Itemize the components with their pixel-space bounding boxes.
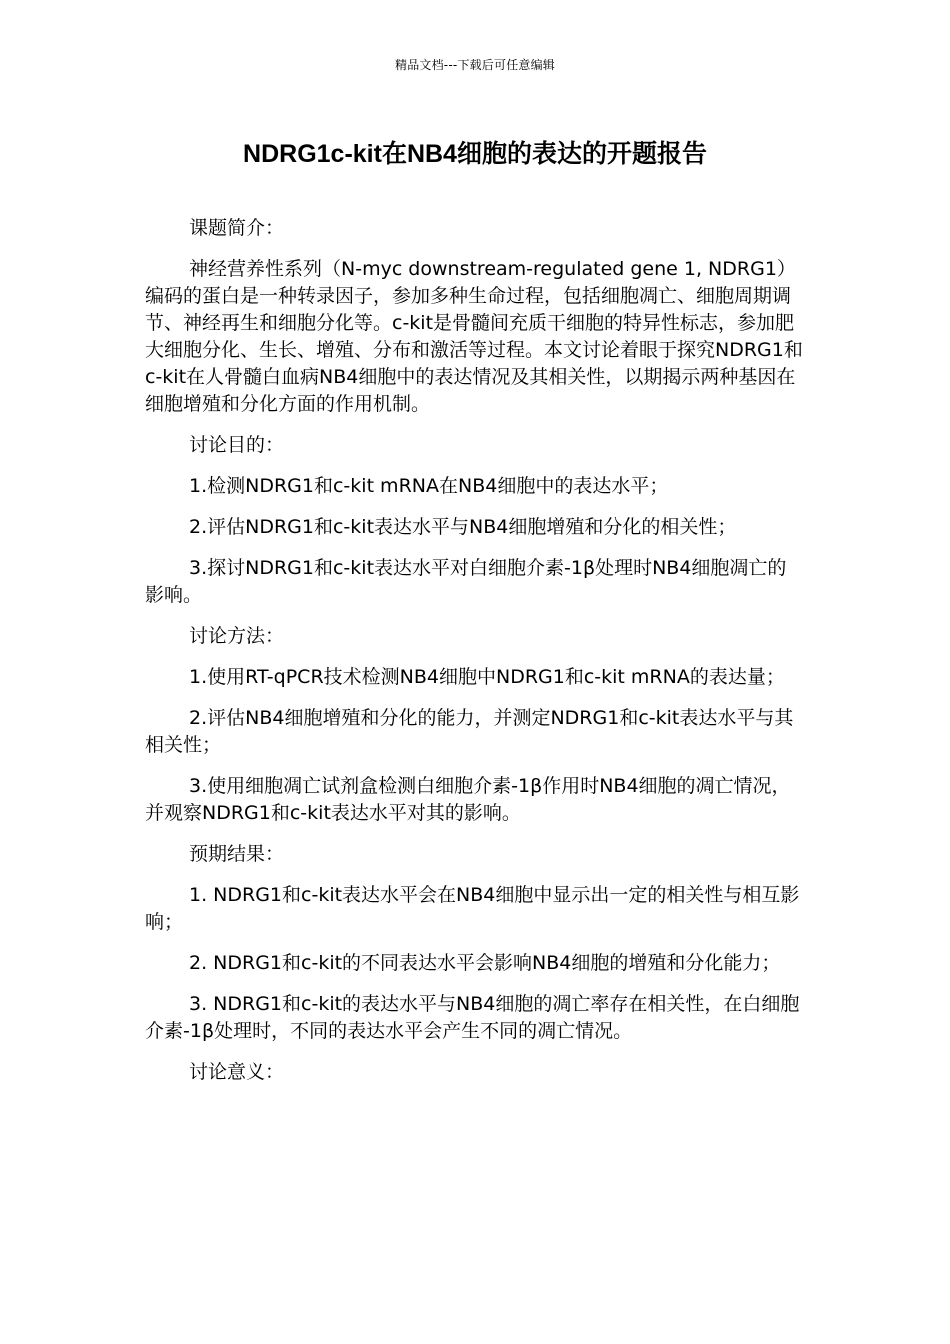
objective-item-2: 2.评估NDRG1和c-kit表达水平与NB4细胞增殖和分化的相关性； <box>189 516 737 538</box>
document-body <box>145 215 805 1100</box>
paragraph-intro: 神经营养性系列（N-myc downstream-regulated gene 1, NDRG1）编码的蛋白是一种转录因子，参加多种生命过程，包括细胞凋亡、细胞周期调节、神经再生和细胞分化等。c-kit是骨髓间充质干细胞的特异性标志，参加肥大细胞分化、生长、增殖、分布和激活等过程。本文讨论着眼于探究NDRG1和c-kit在人骨髓白血病NB4细胞中的表达情况及其相关性，以期揭示两种基因在细胞增殖和分化方面的作用机制。 <box>145 258 803 415</box>
section-heading-objectives: 讨论目的： <box>189 434 285 456</box>
section-heading-intro: 课题简介： <box>189 217 285 239</box>
result-item-3: 3. NDRG1和c-kit的表达水平与NB4细胞的凋亡率存在相关性，在白细胞介素-1β处理时，不同的表达水平会产生不同的凋亡情况。 <box>145 993 800 1042</box>
objective-item-1: 1.检测NDRG1和c-kit mRNA在NB4细胞中的表达水平； <box>189 475 669 497</box>
result-item-2: 2. NDRG1和c-kit的不同表达水平会影响NB4细胞的增殖和分化能力； <box>189 952 781 974</box>
section-heading-significance: 讨论意义： <box>189 1061 285 1083</box>
section-heading-methods: 讨论方法： <box>189 625 285 647</box>
document-title: NDRG1c-kit在NB4细胞的表达的开题报告 <box>243 140 707 168</box>
section-heading-expected-results: 预期结果： <box>189 843 285 865</box>
method-item-1: 1.使用RT-qPCR技术检测NB4细胞中NDRG1和c-kit mRNA的表达量； <box>189 666 785 688</box>
method-item-2: 2.评估NB4细胞增殖和分化的能力，并测定NDRG1和c-kit表达水平与其相关性； <box>145 707 794 756</box>
method-item-3: 3.使用细胞凋亡试剂盒检测白细胞介素-1β作用时NB4细胞的凋亡情况，并观察NDRG1和c-kit表达水平对其的影响。 <box>145 775 791 824</box>
objective-item-3: 3.探讨NDRG1和c-kit表达水平对白细胞介素-1β处理时NB4细胞凋亡的影响。 <box>145 557 787 606</box>
result-item-1: 1. NDRG1和c-kit表达水平会在NB4细胞中显示出一定的相关性与相互影响； <box>145 884 800 933</box>
header-note: 精品文档---下载后可任意编辑 <box>395 58 555 72</box>
